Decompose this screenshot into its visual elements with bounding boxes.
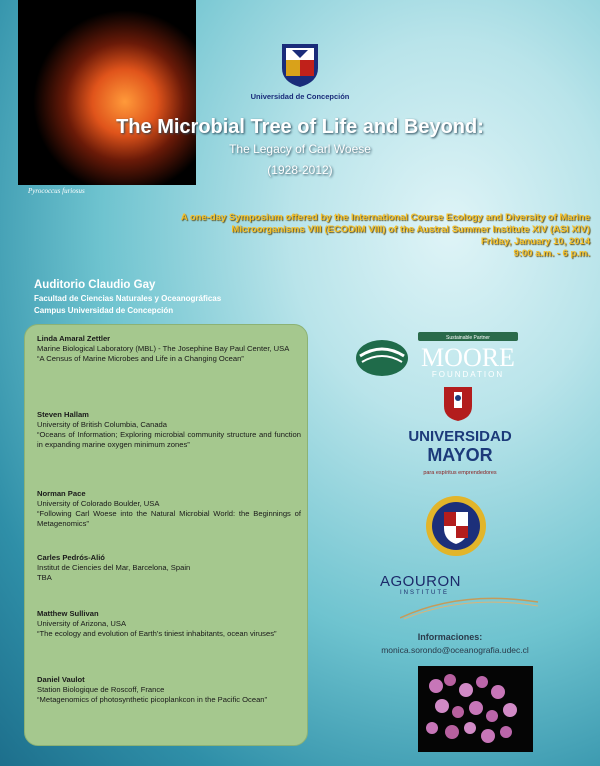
- mayor-line-2: MAYOR: [427, 445, 493, 465]
- speaker-entry: [37, 553, 301, 583]
- speaker-entry: [37, 410, 301, 450]
- speaker-name: Norman Pace: [37, 489, 86, 498]
- speaker-name: Steven Hallam: [37, 410, 89, 419]
- moore-name: MOORE: [421, 343, 515, 372]
- moore-sub: FOUNDATION: [431, 370, 505, 379]
- event-time: 9:00 a.m. - 6 p.m.: [513, 248, 590, 259]
- speaker-affiliation: University of Arizona, USA: [37, 619, 127, 628]
- event-years: (1928-2012): [267, 163, 333, 177]
- mayor-crest-icon: [443, 386, 473, 422]
- event-date: Friday, January 10, 2014: [480, 236, 590, 247]
- speaker-entry: [37, 334, 301, 364]
- contact-label: Informaciones:: [417, 632, 483, 642]
- moore-small-text: Sustainable Partner: [446, 335, 490, 341]
- plankton-cells-image: [418, 666, 533, 752]
- speaker-affiliation: Institut de Ciencies del Mar, Barcelona, Spain: [37, 563, 191, 572]
- symposium-line-1: A one-day Symposium offered by the International Course Ecology and Diversity of Marine: [180, 212, 590, 223]
- speaker-talk: “Oceans of Information; Exploring microbial community structure and function in expanding marine oxygen minimum zones”: [37, 430, 301, 449]
- speaker-talk: “Metagenomics of photosynthetic picoplankcon in the Pacific Ocean”: [37, 695, 268, 704]
- venue-name: Auditorio Claudio Gay: [34, 279, 156, 291]
- speakers-panel: [24, 324, 308, 746]
- speaker-affiliation: Marine Biological Laboratory (MBL) - The Josephine Bay Paul Center, USA: [37, 344, 290, 353]
- symposium-line-2: Microorganisms VIII (ECODIM VIII) of the Austral Summer Institute XIV (ASI XIV): [231, 224, 590, 235]
- speaker-name: Daniel Vaulot: [37, 675, 85, 684]
- speaker-affiliation: University of British Columbia, Canada: [37, 420, 167, 429]
- symposium-info: [20, 212, 590, 260]
- venue-campus: Campus Universidad de Concepción: [34, 306, 174, 315]
- university-name: Universidad de Concepción: [250, 92, 350, 101]
- agouron-name: AGOURON: [380, 573, 462, 590]
- mayor-tagline: para espíritus emprendedores: [423, 470, 497, 476]
- contact-email[interactable]: monica.sorondo@oceanografia.udec.cl: [381, 645, 529, 655]
- speaker-entry: [37, 675, 301, 705]
- speaker-affiliation: Station Biologique de Roscoff, France: [37, 685, 165, 694]
- microbe-photo: [18, 0, 196, 185]
- event-title: The Microbial Tree of Life and Beyond:: [116, 116, 484, 138]
- plankton-photo: [418, 666, 533, 752]
- universidad-mayor-logo: [405, 428, 515, 464]
- event-subtitle: The Legacy of Carl Woese: [229, 142, 371, 156]
- university-crest-icon: [280, 40, 320, 88]
- speaker-talk: “A Census of Marine Microbes and Life in a Changing Ocean”: [37, 354, 244, 363]
- speaker-name: Matthew Sullivan: [37, 609, 99, 618]
- speaker-talk: “Following Carl Woese into the Natural Microbial World: the Beginnings of Metagenomics”: [37, 509, 301, 528]
- speaker-entry: [37, 489, 301, 529]
- speaker-talk: “The ecology and evolution of Earth's tiniest inhabitants, ocean viruses”: [37, 629, 277, 638]
- venue-faculty: Facultad de Ciencias Naturales y Oceanográficas: [34, 294, 222, 303]
- speaker-talk: TBA: [37, 573, 52, 582]
- speaker-affiliation: University of Colorado Boulder, USA: [37, 499, 160, 508]
- photo-caption: Pyrococcus furiosus: [28, 187, 85, 195]
- moore-foundation-logo: [352, 332, 532, 380]
- concepcion-seal-icon: [425, 495, 487, 557]
- speaker-name: Linda Amaral Zettler: [37, 334, 111, 343]
- agouron-sub: INSTITUTE: [400, 590, 449, 596]
- speaker-name: Carles Pedrós-Alió: [37, 553, 105, 562]
- mayor-line-1: UNIVERSIDAD: [408, 428, 512, 445]
- speaker-entry: [37, 609, 301, 639]
